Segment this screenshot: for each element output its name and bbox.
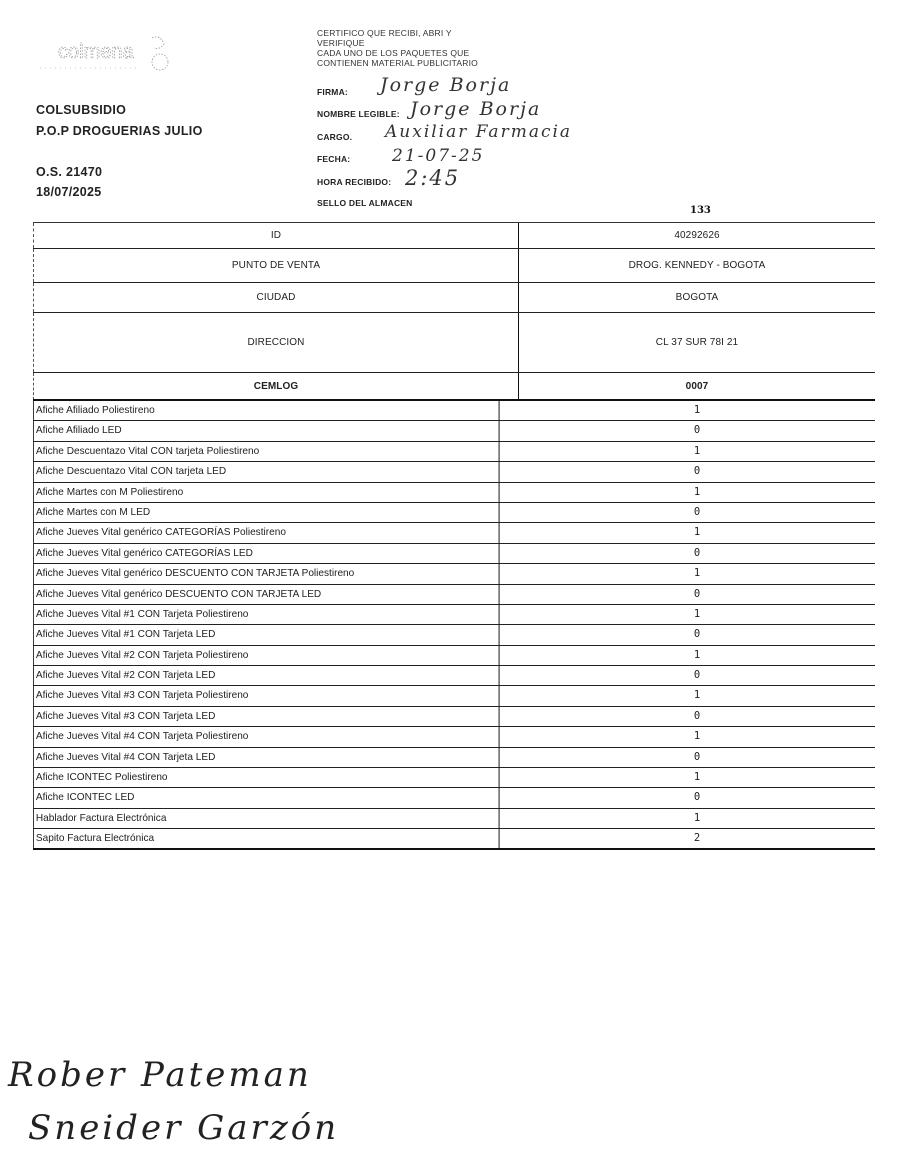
item-name: Afiche Descuentazo Vital CON tarjeta Poliestireno <box>33 442 500 461</box>
position-label: CARGO. <box>317 132 353 142</box>
item-quantity: 2 <box>693 832 701 845</box>
date-value: 21-07-25 <box>392 146 485 166</box>
item-row <box>33 748 875 768</box>
item-quantity: 0 <box>693 546 701 559</box>
item-quantity: 0 <box>693 709 701 722</box>
item-row <box>33 605 875 625</box>
item-row <box>33 585 875 605</box>
item-row <box>33 564 875 584</box>
store-info-row-city <box>33 283 875 313</box>
item-quantity: 1 <box>693 485 701 498</box>
store-info-label: CIUDAD <box>33 283 519 312</box>
item-row <box>33 666 875 686</box>
store-info-label: PUNTO DE VENTA <box>33 249 519 282</box>
item-name: Afiche ICONTEC Poliestireno <box>33 768 500 787</box>
signature-value: Jorge Borja <box>380 74 512 96</box>
item-name: Afiche Jueves Vital #3 CON Tarjeta Poliestireno <box>33 686 500 705</box>
item-row <box>33 768 875 788</box>
item-name: Afiche Martes con M LED <box>33 503 500 522</box>
item-quantity: 0 <box>693 424 701 437</box>
item-name: Afiche Jueves Vital #4 CON Tarjeta LED <box>33 748 500 767</box>
legible-name-value: Jorge Borja <box>410 98 542 120</box>
svg-text:colmena: colmena <box>58 41 134 63</box>
item-row <box>33 625 875 645</box>
item-quantity: 1 <box>693 404 701 416</box>
store-info-value: CL 37 SUR 78I 21 <box>655 337 739 348</box>
item-quantity: 0 <box>693 750 701 763</box>
item-quantity: 1 <box>693 526 701 539</box>
item-row <box>33 503 875 523</box>
certificate-line: CONTIENEN MATERIAL PUBLICITARIO <box>317 58 478 68</box>
store-info-row-id <box>33 223 875 249</box>
store-info-value: 0007 <box>685 381 709 392</box>
signature-label: FIRMA: <box>317 87 348 97</box>
item-quantity: 1 <box>693 567 701 580</box>
item-row <box>33 707 875 727</box>
item-name: Hablador Factura Electrónica <box>33 809 500 828</box>
store-info-table <box>33 222 875 400</box>
item-row <box>33 727 875 747</box>
item-quantity: 0 <box>693 465 701 478</box>
item-name: Afiche ICONTEC LED <box>33 788 500 807</box>
item-name: Sapito Factura Electrónica <box>33 829 500 847</box>
document-date: 18/07/2025 <box>36 185 102 199</box>
item-name: Afiche Jueves Vital #1 CON Tarjeta Poliestireno <box>33 605 500 624</box>
item-quantity: 1 <box>693 730 701 743</box>
store-info-row-address <box>33 313 875 373</box>
store-info-value: BOGOTA <box>675 292 719 303</box>
certificate-line: VERIFIQUE <box>317 38 365 48</box>
store-info-label: DIRECCION <box>33 313 519 372</box>
item-quantity: 0 <box>693 791 701 804</box>
item-name: Afiche Jueves Vital genérico DESCUENTO CON TARJETA Poliestireno <box>33 564 500 583</box>
date-label: FECHA: <box>317 154 351 164</box>
store-info-label: CEMLOG <box>33 373 519 400</box>
item-row <box>33 829 875 849</box>
page-number: 133 <box>690 205 711 216</box>
store-info-label: ID <box>33 223 519 248</box>
item-row <box>33 788 875 808</box>
project-name: P.O.P DROGUERIAS JULIO <box>36 124 203 138</box>
item-quantity: 1 <box>693 689 701 702</box>
item-name: Afiche Jueves Vital genérico CATEGORÍAS LED <box>33 544 500 563</box>
certificate-text <box>317 28 478 68</box>
item-quantity: 1 <box>693 444 701 457</box>
item-name: Afiche Jueves Vital genérico DESCUENTO CON TARJETA LED <box>33 585 500 604</box>
item-name: Afiche Jueves Vital #3 CON Tarjeta LED <box>33 707 500 726</box>
item-quantity: 0 <box>693 587 701 600</box>
time-received-value: 2:45 <box>405 166 461 190</box>
item-row <box>33 686 875 706</box>
item-name: Afiche Jueves Vital #2 CON Tarjeta Poliestireno <box>33 646 500 665</box>
item-row <box>33 544 875 564</box>
order-number: O.S. 21470 <box>36 165 103 179</box>
warehouse-seal-label: SELLO DEL ALMACEN <box>317 198 413 208</box>
item-row <box>33 809 875 829</box>
store-info-row-point-of-sale <box>33 249 875 283</box>
item-row <box>33 646 875 666</box>
item-quantity: 1 <box>693 811 701 824</box>
item-row <box>33 483 875 503</box>
company-logo <box>40 30 180 75</box>
handwritten-signature: Sneider Garzón <box>28 1108 340 1148</box>
item-quantity: 1 <box>693 648 701 661</box>
item-name: Afiche Jueves Vital #2 CON Tarjeta LED <box>33 666 500 685</box>
handwritten-signature: Rober Pateman <box>8 1055 312 1095</box>
item-row <box>33 462 875 482</box>
item-name: Afiche Jueves Vital #4 CON Tarjeta Poliestireno <box>33 727 500 746</box>
legible-name-label: NOMBRE LEGIBLE: <box>317 109 400 119</box>
item-name: Afiche Descuentazo Vital CON tarjeta LED <box>33 462 500 481</box>
item-name: Afiche Jueves Vital genérico CATEGORÍAS Poliestireno <box>33 523 500 542</box>
item-row <box>33 523 875 543</box>
certificate-line: CERTIFICO QUE RECIBI, ABRI Y <box>317 28 452 38</box>
item-quantity: 0 <box>693 628 701 641</box>
time-received-label: HORA RECIBIDO: <box>317 177 392 187</box>
item-name: Afiche Afiliado Poliestireno <box>33 401 500 420</box>
item-row <box>33 421 875 441</box>
item-row <box>33 401 875 421</box>
items-table <box>33 399 875 850</box>
item-quantity: 1 <box>693 607 701 620</box>
store-info-value: DROG. KENNEDY - BOGOTA <box>628 260 766 271</box>
item-name: Afiche Jueves Vital #1 CON Tarjeta LED <box>33 625 500 644</box>
store-info-value: 40292626 <box>674 230 720 241</box>
item-row <box>33 442 875 462</box>
item-quantity: 1 <box>693 771 701 784</box>
position-value: Auxiliar Farmacia <box>385 122 573 142</box>
store-info-row-cemlog <box>33 373 875 400</box>
item-quantity: 0 <box>693 669 701 682</box>
item-name: Afiche Martes con M Poliestireno <box>33 483 500 502</box>
certificate-line: CADA UNO DE LOS PAQUETES QUE <box>317 48 470 58</box>
item-name: Afiche Afiliado LED <box>33 421 500 440</box>
item-quantity: 0 <box>693 505 701 518</box>
company-name: COLSUBSIDIO <box>36 103 127 117</box>
